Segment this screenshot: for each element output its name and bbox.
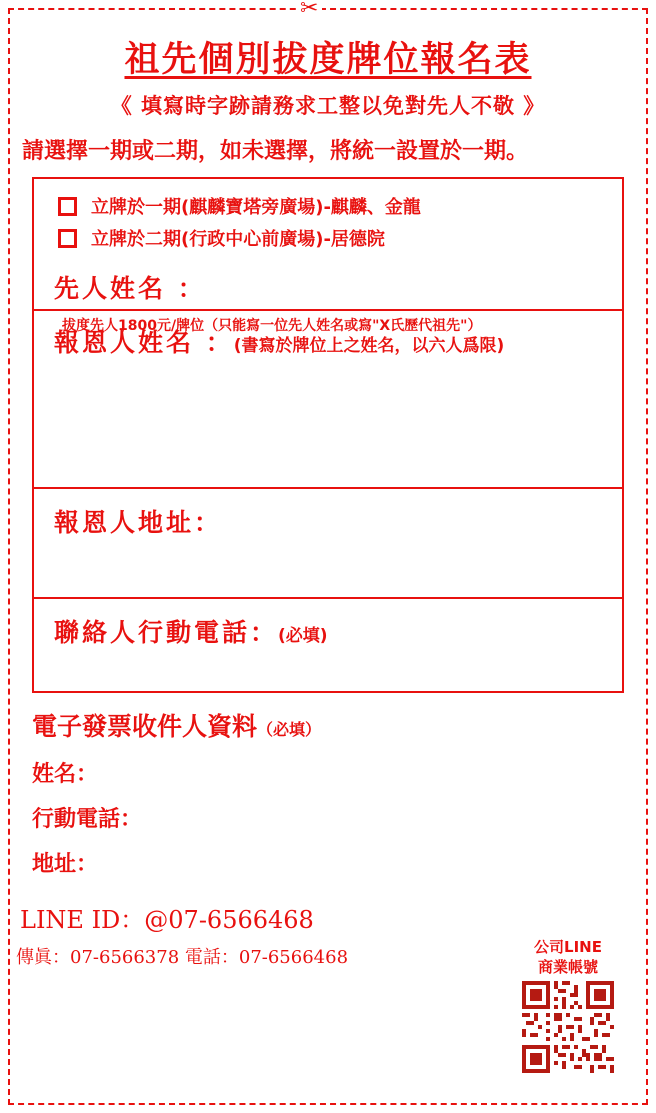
qr-caption-line1: 公司LINE (534, 937, 602, 956)
option-label-phase-one: 立牌於一期(麒麟寶塔旁廣場)-麒麟、金龍 (91, 197, 421, 218)
checkbox-phase-two[interactable] (58, 229, 77, 248)
section-ancestor (34, 179, 622, 334)
qr-caption-line2: 商業帳號 (537, 957, 598, 976)
ancestor-price-note: 拔度先人1800元/牌位（只能寫一位先人姓名或寫"X氏歷代祖先"） (62, 318, 482, 334)
form-content (14, 14, 642, 1099)
invoice-title: 電子發票收件人資料 (32, 712, 258, 741)
contact-phone-label: 聯絡人行動電話： (54, 618, 279, 647)
page-title: 祖先個別拔度牌位報名表 (124, 39, 532, 80)
qr-code-icon (522, 981, 614, 1073)
option-row-phase-one[interactable] (58, 193, 612, 219)
invoice-section (32, 707, 642, 878)
section-donor-names[interactable] (34, 311, 622, 489)
invoice-required-note: （必填） (257, 720, 322, 739)
option-row-phase-two[interactable] (58, 225, 612, 251)
scissors-icon: ✂ (296, 0, 322, 20)
form-box (32, 177, 624, 693)
section-donor-address[interactable] (34, 489, 622, 599)
donor-name-label: 報恩人姓名 ： (54, 328, 234, 357)
option-label-phase-two: 立牌於二期(行政中心前廣場)-居德院 (91, 229, 385, 250)
ancestor-name-label: 先人姓名 ： (54, 274, 206, 303)
donor-address-label: 報恩人地址： (54, 508, 223, 537)
invoice-phone-label: 行動電話： (32, 807, 143, 832)
page-subtitle: 《 填寫時字跡請務求工整以免對先人不敬 》 (110, 94, 546, 118)
invoice-name-label: 姓名： (32, 762, 99, 787)
line-id-text: LINE ID：@07-6566468 (20, 906, 314, 934)
contact-phone-required: (必填) (278, 626, 328, 646)
checkbox-phase-one[interactable] (58, 197, 77, 216)
donor-name-hint: (書寫於牌位上之姓名，以六人爲限) (233, 336, 505, 356)
fax-phone-text: 傳眞：07-6566378 電話：07-6566468 (16, 947, 349, 968)
section-contact-phone[interactable] (34, 599, 622, 691)
selection-instruction: 請選擇一期或二期，如未選擇，將統一設置於一期。 (22, 139, 529, 164)
qr-block (518, 937, 618, 1074)
invoice-address-label: 地址： (32, 852, 99, 877)
